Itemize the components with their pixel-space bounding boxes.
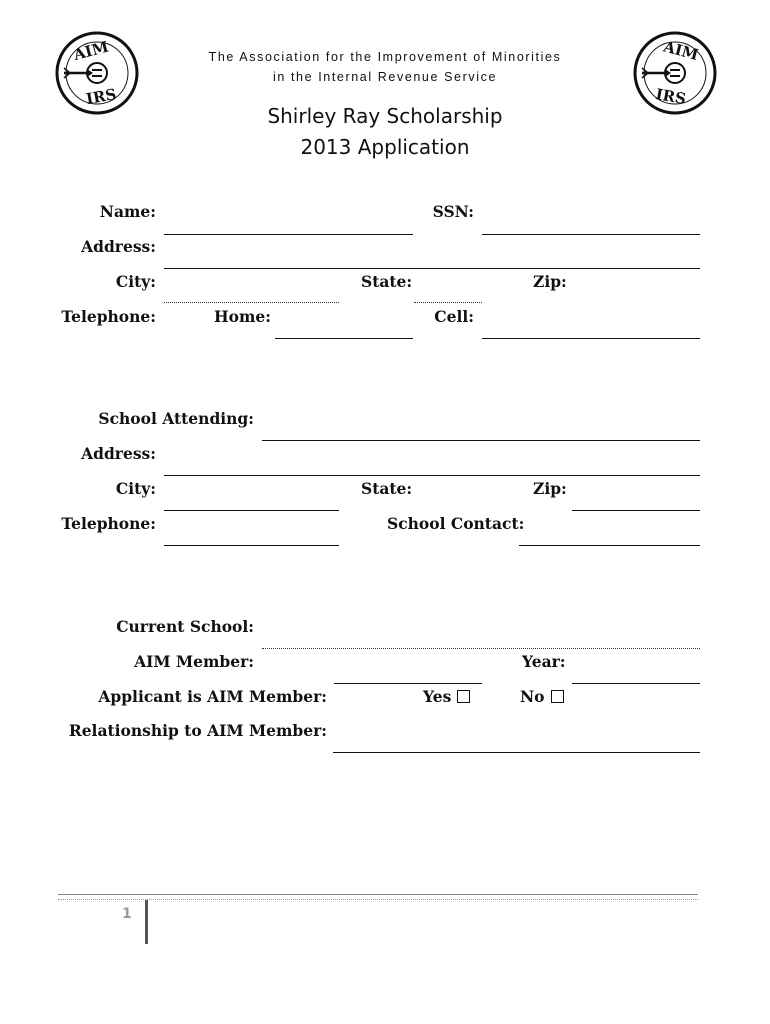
- address-field[interactable]: [164, 248, 699, 268]
- city-field[interactable]: [164, 282, 338, 302]
- state-line: [414, 302, 482, 303]
- school-zip-line: [572, 510, 700, 511]
- address-line: [164, 268, 700, 269]
- telephone-label: Telephone:: [61, 307, 156, 326]
- school-telephone-field[interactable]: [164, 524, 338, 544]
- current-school-field[interactable]: [262, 627, 699, 647]
- ssn-line: [482, 234, 700, 235]
- name-line: [164, 234, 413, 235]
- no-checkbox[interactable]: [551, 690, 564, 703]
- home-phone-field[interactable]: [275, 317, 412, 337]
- school-address-line: [164, 475, 700, 476]
- school-city-label: City:: [115, 479, 156, 498]
- logo-bottom-text: IRS: [84, 85, 118, 109]
- aim-irs-logo-right: [632, 30, 718, 116]
- aim-member-field[interactable]: [262, 662, 482, 682]
- org-name-line-1: The Association for the Improvement of Minorities: [208, 50, 562, 64]
- no-option[interactable]: [520, 687, 564, 707]
- aim-member-line: [334, 683, 482, 684]
- relationship-label: Relationship to AIM Member:: [68, 721, 327, 740]
- aim-member-label: AIM Member:: [134, 652, 254, 671]
- logo-top-text: AIM: [71, 37, 111, 65]
- home-phone-line: [275, 338, 413, 339]
- name-field[interactable]: [164, 213, 412, 233]
- cell-phone-label: Cell:: [434, 307, 474, 326]
- school-address-label: Address:: [81, 444, 156, 463]
- cell-phone-line: [482, 338, 700, 339]
- relationship-field[interactable]: [333, 731, 699, 751]
- school-attending-field[interactable]: [262, 419, 699, 439]
- school-contact-line: [519, 545, 700, 546]
- footer-rule: [58, 894, 698, 900]
- home-phone-label: Home:: [214, 307, 271, 326]
- state-label: State:: [361, 272, 413, 291]
- school-contact-field[interactable]: [519, 524, 699, 544]
- school-contact-label: School Contact:: [387, 514, 525, 533]
- state-field[interactable]: [414, 282, 481, 302]
- cell-phone-field[interactable]: [482, 317, 699, 337]
- applicant-member-label: Applicant is AIM Member:: [98, 687, 327, 706]
- school-attending-label: School Attending:: [98, 409, 254, 428]
- no-label: No: [520, 687, 545, 706]
- name-label: Name:: [99, 202, 156, 221]
- school-city-line: [164, 510, 339, 511]
- school-telephone-label: Telephone:: [61, 514, 156, 533]
- school-address-field[interactable]: [164, 454, 699, 474]
- logo-top-text-right: AIM: [661, 37, 701, 65]
- school-telephone-line: [164, 545, 339, 546]
- city-line: [164, 302, 339, 303]
- city-label: City:: [115, 272, 156, 291]
- relationship-line: [333, 752, 700, 753]
- current-school-line: [262, 648, 700, 649]
- yes-label: Yes: [423, 687, 452, 706]
- form-subtitle: 2013 Application: [300, 135, 470, 159]
- current-school-label: Current School:: [116, 617, 254, 636]
- page-number: 1: [122, 906, 132, 922]
- zip-field[interactable]: [572, 282, 699, 302]
- school-zip-label: Zip:: [533, 479, 567, 498]
- school-attending-line: [262, 440, 700, 441]
- ssn-label: SSN:: [432, 202, 474, 221]
- ssn-field[interactable]: [482, 213, 699, 233]
- form-title: Shirley Ray Scholarship: [267, 104, 503, 128]
- school-zip-field[interactable]: [572, 489, 699, 509]
- logo-bottom-text-right: IRS: [654, 85, 688, 109]
- school-state-field[interactable]: [414, 489, 514, 509]
- org-name-line-2: in the Internal Revenue Service: [272, 70, 497, 84]
- aim-irs-logo-left: [54, 30, 140, 116]
- year-field[interactable]: [572, 662, 699, 682]
- year-line: [572, 683, 700, 684]
- school-state-label: State:: [361, 479, 413, 498]
- zip-label: Zip:: [533, 272, 567, 291]
- school-city-field[interactable]: [164, 489, 338, 509]
- year-label: Year:: [522, 652, 566, 671]
- address-label: Address:: [81, 237, 156, 256]
- yes-checkbox[interactable]: [457, 690, 470, 703]
- yes-option[interactable]: [423, 687, 470, 707]
- footer-divider: [145, 900, 148, 944]
